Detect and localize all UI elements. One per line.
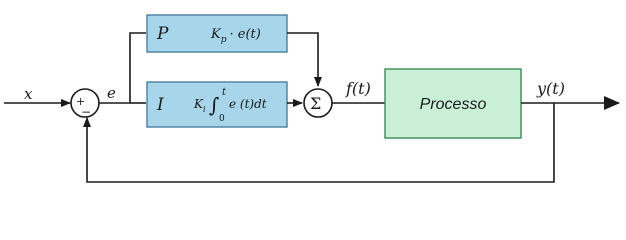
- process-block: [385, 69, 521, 138]
- i-block: [147, 82, 287, 127]
- output-label: y(t): [537, 79, 565, 98]
- sum-block: [304, 89, 332, 117]
- i-formula-rest: e (t)dt: [229, 97, 267, 111]
- integral-sign: ∫: [209, 93, 220, 117]
- summing-junction: [71, 89, 99, 119]
- i-block-label: I: [157, 95, 164, 115]
- sigma-symbol: Σ: [310, 94, 322, 113]
- p-formula: $K_p \cdot e(t)$: [211, 27, 261, 45]
- minus-sign: −: [81, 105, 92, 119]
- input-label: x: [24, 85, 33, 103]
- p-output-wire: [287, 33, 318, 86]
- p-block-label: P: [157, 24, 169, 44]
- error-label: e: [107, 84, 116, 102]
- control-label: f(t): [346, 79, 371, 98]
- p-block: [147, 15, 287, 52]
- branch-to-p-wire: [130, 33, 146, 103]
- process-label: Processo: [419, 96, 487, 113]
- i-formula-k: $K_i$: [194, 97, 206, 114]
- plus-sign: +: [76, 95, 86, 108]
- integral-upper-limit: t: [222, 87, 227, 98]
- integral-lower-limit: 0: [219, 114, 225, 124]
